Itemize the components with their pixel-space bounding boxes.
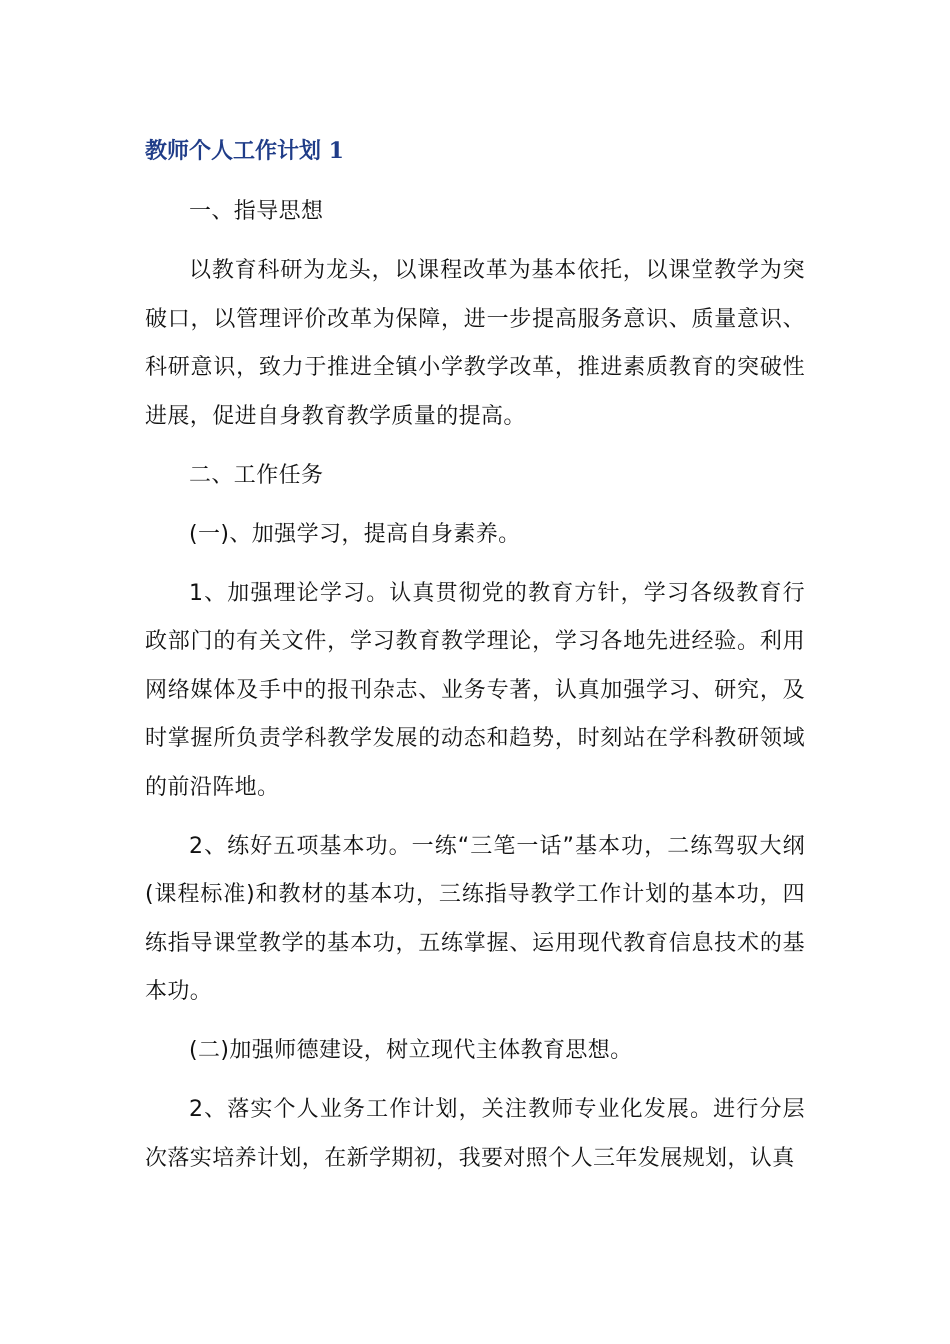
paragraph-guiding-ideology: 以教育科研为龙头，以课程改革为基本依托，以课堂教学为突破口，以管理评价改革为保障，进一步提高服务意识、质量意识、科研意识，致力于推进全镇小学教学改革，推进素质教育的突破性进展，促进自身教育教学质量的提高。 — [145, 258, 805, 429]
document-title: 教师个人工作计划 1 — [145, 138, 344, 164]
paragraph-theory-study: 1、加强理论学习。认真贯彻党的教育方针，学习各级教育行政部门的有关文件，学习教育教学理论，学习各地先进经验。利用网络媒体及手中的报刊杂志、业务专著，认真加强学习、研究，及时掌握所负责学科教学发展的动态和趋势，时刻站在学科教研领域的前沿阵地。 — [145, 580, 805, 800]
section-heading-guiding-ideology: 一、指导思想 — [189, 199, 324, 224]
section-heading-work-tasks: 二、工作任务 — [189, 462, 324, 488]
document-body — [145, 128, 805, 1194]
subsection-heading-ethics: (二)加强师德建设，树立现代主体教育思想。 — [189, 1038, 633, 1063]
paragraph-basic-skills: 2、练好五项基本功。一练“三笔一话”基本功，二练驾驭大纲(课程标准)和教材的基本功，三练指导教学工作计划的基本功，四练指导课堂教学的基本功，五练掌握、运用现代教育信息技术的基本功。 — [145, 833, 805, 1004]
paragraph-work-plan: 2、落实个人业务工作计划，关注教师专业化发展。进行分层次落实培养计划，在新学期初，我要对照个人三年发展规划，认真 — [145, 1097, 805, 1171]
subsection-heading-study: (一)、加强学习，提高自身素养。 — [189, 521, 521, 547]
